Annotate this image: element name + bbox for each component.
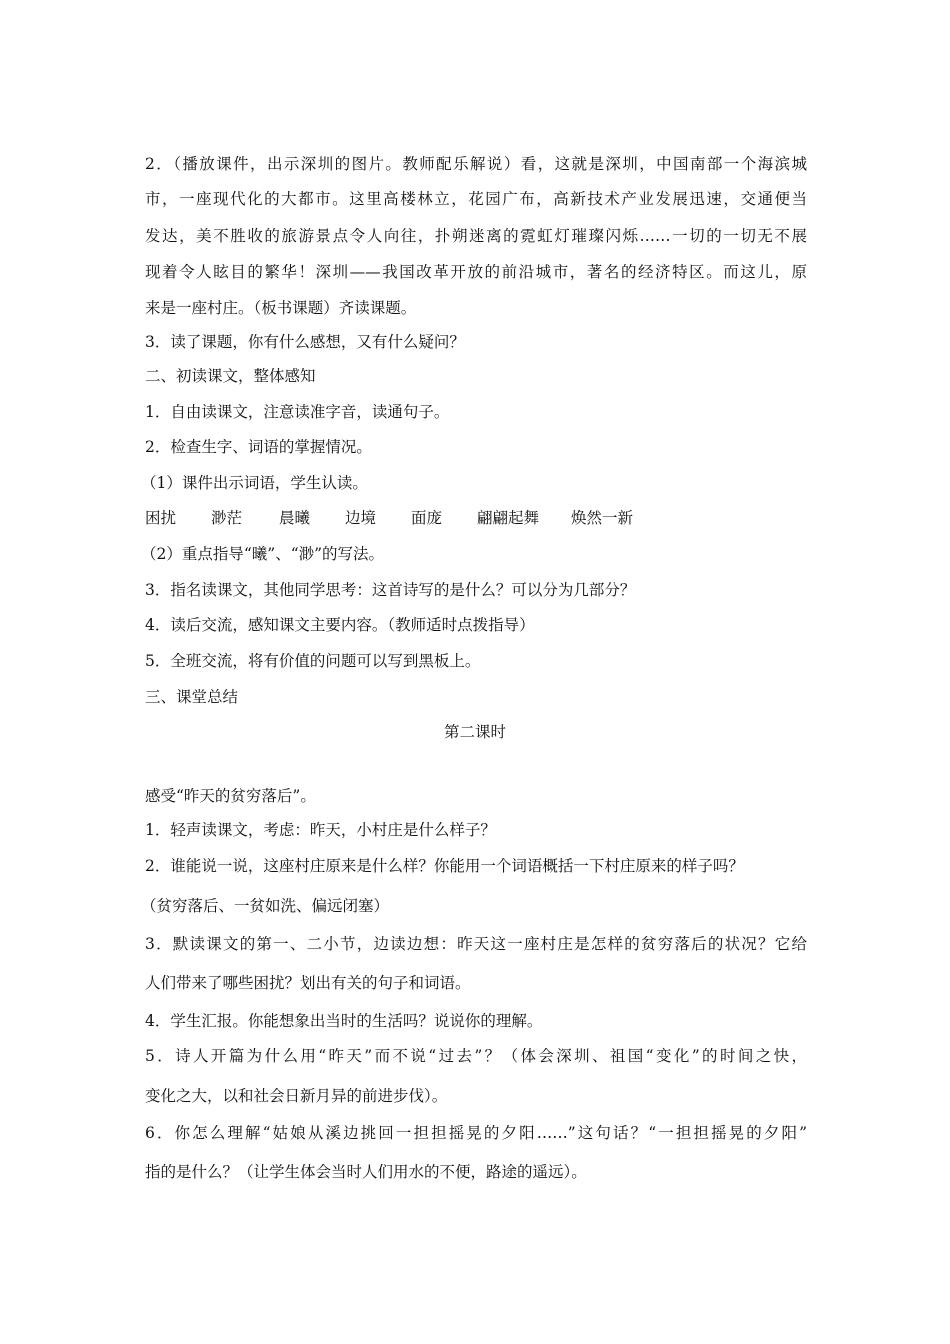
question-5-line-1: 5．诗人开篇为什么用“昨天”而不说“过去”？（体会深圳、祖国“变化”的时间之快， (145, 1047, 807, 1065)
step-3: 3．指名读课文，其他同学思考：这首诗写的是什么？可以分为几部分？ (145, 581, 636, 599)
question-5-line-2: 变化之大，以和社会日新月异的前进步伐）。 (145, 1087, 448, 1105)
question-2-answer: （贫穷落后、一贫如洗、偏远闭塞） (141, 897, 390, 915)
vocabulary-list (145, 508, 633, 528)
paragraph-2-line-1: 2．（播放课件，出示深圳的图片。教师配乐解说）看，这就是深圳，中国南部一个海滨城 (145, 155, 807, 173)
question-6-line-1: 6．你怎么理解“姑娘从溪边挑回一担担摇晃的夕阳……”这句话？“一担担摇晃的夕阳” (145, 1124, 807, 1142)
step-2-sub-1: （1）课件出示词语，学生认读。 (141, 474, 368, 492)
question-3-line-1: 3．默读课文的第一、二小节，边读边想：昨天这一座村庄是怎样的贫穷落后的状况？它给 (145, 935, 807, 953)
step-5: 5．全班交流，将有价值的问题可以写到黑板上。 (145, 652, 481, 670)
section-3-heading: 三、课堂总结 (145, 688, 239, 706)
paragraph-2-line-3: 发达，美不胜收的旅游景点令人向往，扑朔迷离的霓虹灯璀璨闪烁……一切的一切无不展 (145, 227, 807, 245)
vocab-word: 焕然一新 (571, 509, 634, 527)
vocab-word: 晨曦 (279, 509, 311, 527)
question-1: 1．轻声读课文，考虑：昨天，小村庄是什么样子？ (145, 821, 496, 839)
section-2-heading: 二、初读课文，整体感知 (145, 367, 316, 385)
lesson-2-title: 第二课时 (443, 723, 506, 741)
vocab-word: 翩翩起舞 (477, 509, 540, 527)
vocab-word: 边境 (345, 509, 377, 527)
lesson-2-intro: 感受“昨天的贫穷落后”。 (145, 787, 316, 805)
vocab-word: 面庞 (411, 509, 443, 527)
step-2: 2．检查生字、词语的掌握情况。 (145, 438, 372, 456)
paragraph-2-line-4: 现着令人眩目的繁华！深圳——我国改革开放的前沿城市，著名的经济特区。而这儿，原 (145, 263, 807, 281)
step-1: 1．自由读课文，注意读准字音，读通句子。 (145, 403, 450, 421)
question-6-line-2: 指的是什么？（让学生体会当时人们用水的不便，路途的遥远）。 (145, 1163, 587, 1181)
step-4: 4．读后交流，感知课文主要内容。（教师适时点拨指导） (145, 616, 535, 634)
vocab-word: 渺茫 (211, 509, 243, 527)
paragraph-2-line-5: 来是一座村庄。（板书课题）齐读课题。 (145, 299, 417, 317)
question-2: 2．谁能说一说，这座村庄原来是什么样？你能用一个词语概括一下村庄原来的样子吗？ (145, 857, 744, 875)
vocab-word: 困扰 (145, 509, 177, 527)
step-2-sub-2: （2）重点指导“曦”、“渺”的写法。 (141, 545, 385, 563)
paragraph-3: 3．读了课题，你有什么感想，又有什么疑问？ (145, 333, 465, 351)
question-4: 4．学生汇报。你能想象出当时的生活吗？说说你的理解。 (145, 1012, 543, 1030)
paragraph-2-line-2: 市，一座现代化的大都市。这里高楼林立，花园广布，高新技术产业发展迅速，交通便当 (145, 190, 807, 208)
question-3-line-2: 人们带来了哪些困扰？划出有关的句子和词语。 (145, 974, 471, 992)
